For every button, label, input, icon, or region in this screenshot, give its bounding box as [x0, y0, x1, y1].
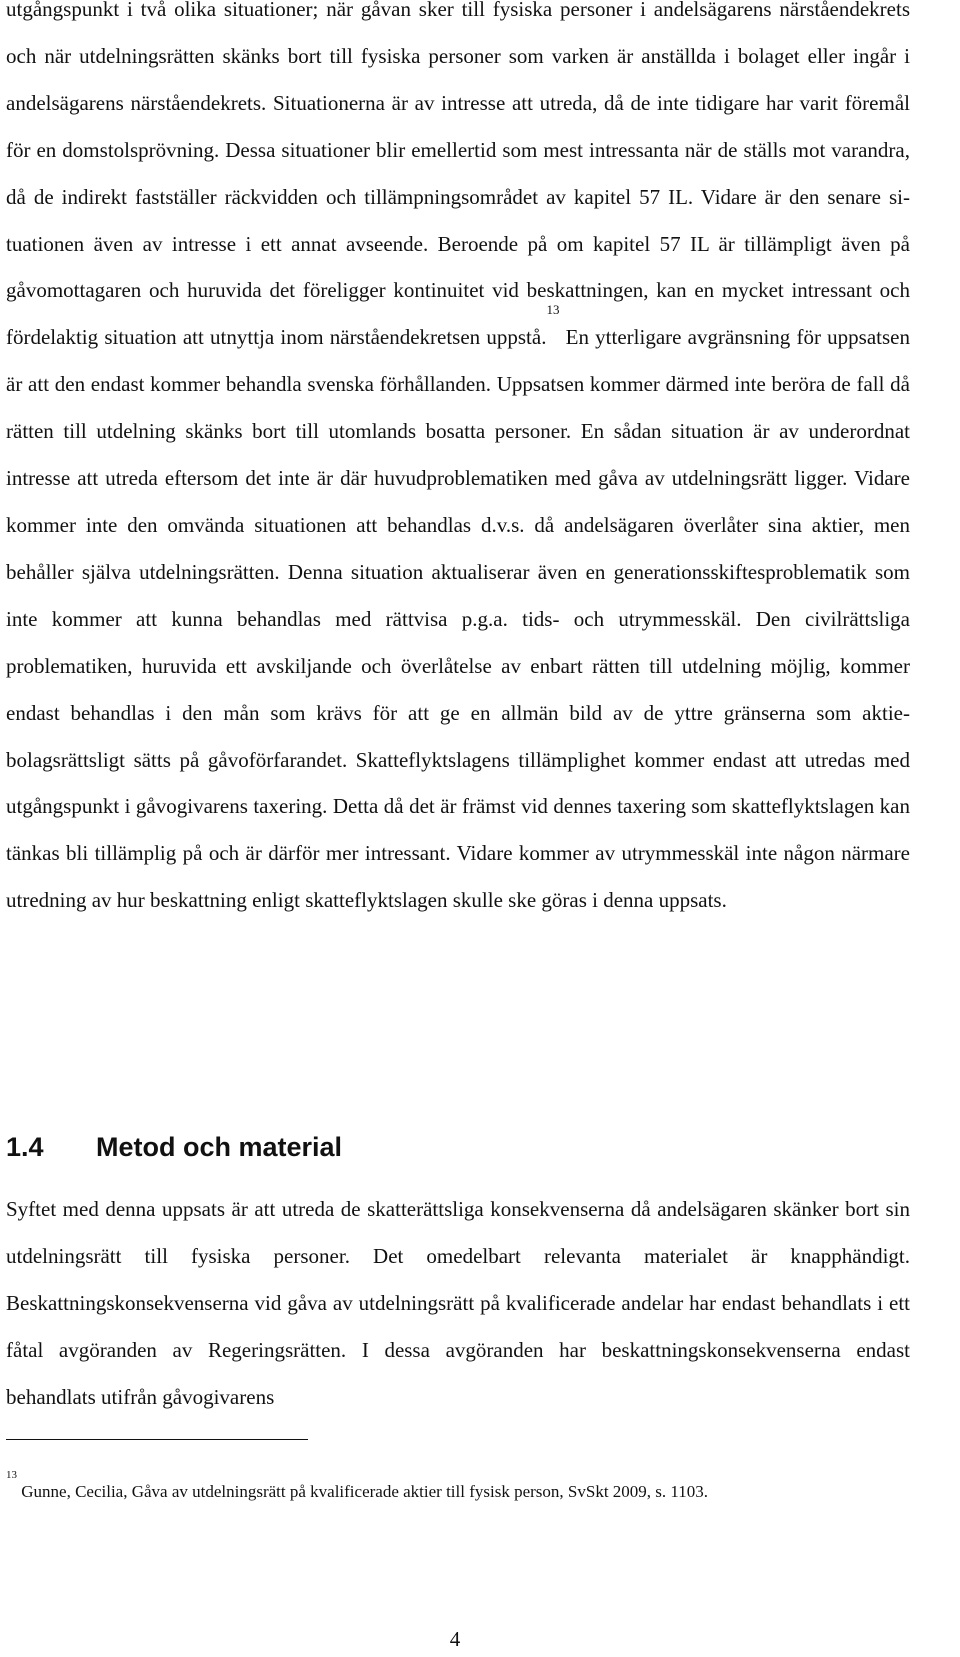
footnote-separator [6, 1439, 308, 1440]
section-number: 1.4 [6, 1132, 44, 1162]
paragraph-text-continued: En ytterligare avgränsning för uppsatsen är att den endast kommer behandla svenska förhållanden. Uppsatsen kommer därmed inte beröra de fall då rätten till utdelning skänks bort till utomlands bosatta personer. En sådan situation är av underordnat intresse att utreda eftersom det inte är där huvudproblematiken med gåva av utdelningsrätt ligger. Vidare kommer inte den omvända situationen att behandlas d.v.s. då andelsägaren överlåter sina aktier, men behåller själva utdelningsrätten. Denna situation aktualiserar även en generationsskiftesproblematik som inte kommer att kunna behandlas med rättvisa p.g.a. tids- och utrymmesskäl. Den civilrättsliga problematiken, huruvida ett avskiljande och överlåtelse av enbart rätten till utdelning möjlig, kommer endast behandlas i den mån som krävs för att ge en allmän bild av de yttre gränserna som aktiebolagsrättsligt sätts på gåvoförfarandet. Skatteflyktslagens tillämplighet kommer endast att utredas med utgångspunkt i gåvogivarens taxering. Detta då det är främst vid dennes taxering som skatteflyktslagen kan tänkas bli tillämplig på och är därför mer intressant. Vidare kommer av utrymmesskäl inte någon närmare utredning av hur beskattning enligt skatteflyktslagen skulle ske göras i denna uppsats. [6, 325, 910, 913]
body-paragraph-method: Syftet med denna uppsats är att utreda de skatterättsliga konsekvenserna då andelsägaren skänker bort sin utdelningsrätt till fysiska personer. Det omedelbart relevanta materialet är knapphändigt. Beskattningskonsekvenserna vid gåva av utdelningsrätt på kvalificerade andelar har endast behandlats i ett fåtal avgöranden av Regeringsrätten. I dessa avgöranden har beskattningskonsekvenserna endast behandlats utifrån gåvogivarens [6, 1197, 910, 1409]
body-paragraph [6, 0, 910, 924]
footnote-text: Gunne, Cecilia, Gåva av utdelningsrätt på kvalificerade aktier till fysisk person, SvSkt 2009, s. 1103. [17, 1482, 709, 1501]
footnote-number: 13 [6, 1469, 17, 1481]
section-heading [6, 1130, 342, 1164]
footnote [6, 1469, 926, 1503]
paragraph-text: utgångspunkt i två olika situationer; när gåvan sker till fysiska personer i andelsägarens närståendekrets och när utdelningsrätten skänks bort till fysiska personer som varken är anställda i bolaget eller ingår i andelsägarens närståendekrets. Situationerna är av intresse att utreda, då de inte tidigare har varit föremål för en domstolsprövning. Dessa situationer blir emellertid som mest intressanta när de ställs mot varandra, då de indirekt fastställer räckvidden och tillämpningsområdet av kapitel 57 IL. Vidare är den senare situationen även av intresse i ett annat avseende. Beroende på om kapitel 57 IL är tillämpligt även på gåvomottagaren och huruvida det föreligger kontinuitet vid beskattningen, kan en mycket intressant och fördelaktig situation att utnyttja inom närståendekretsen uppstå. [6, 0, 910, 350]
footnote-reference[interactable]: 13 [546, 302, 560, 318]
page-number: 4 [449, 1627, 461, 1651]
section-title: Metod och material [96, 1132, 343, 1162]
